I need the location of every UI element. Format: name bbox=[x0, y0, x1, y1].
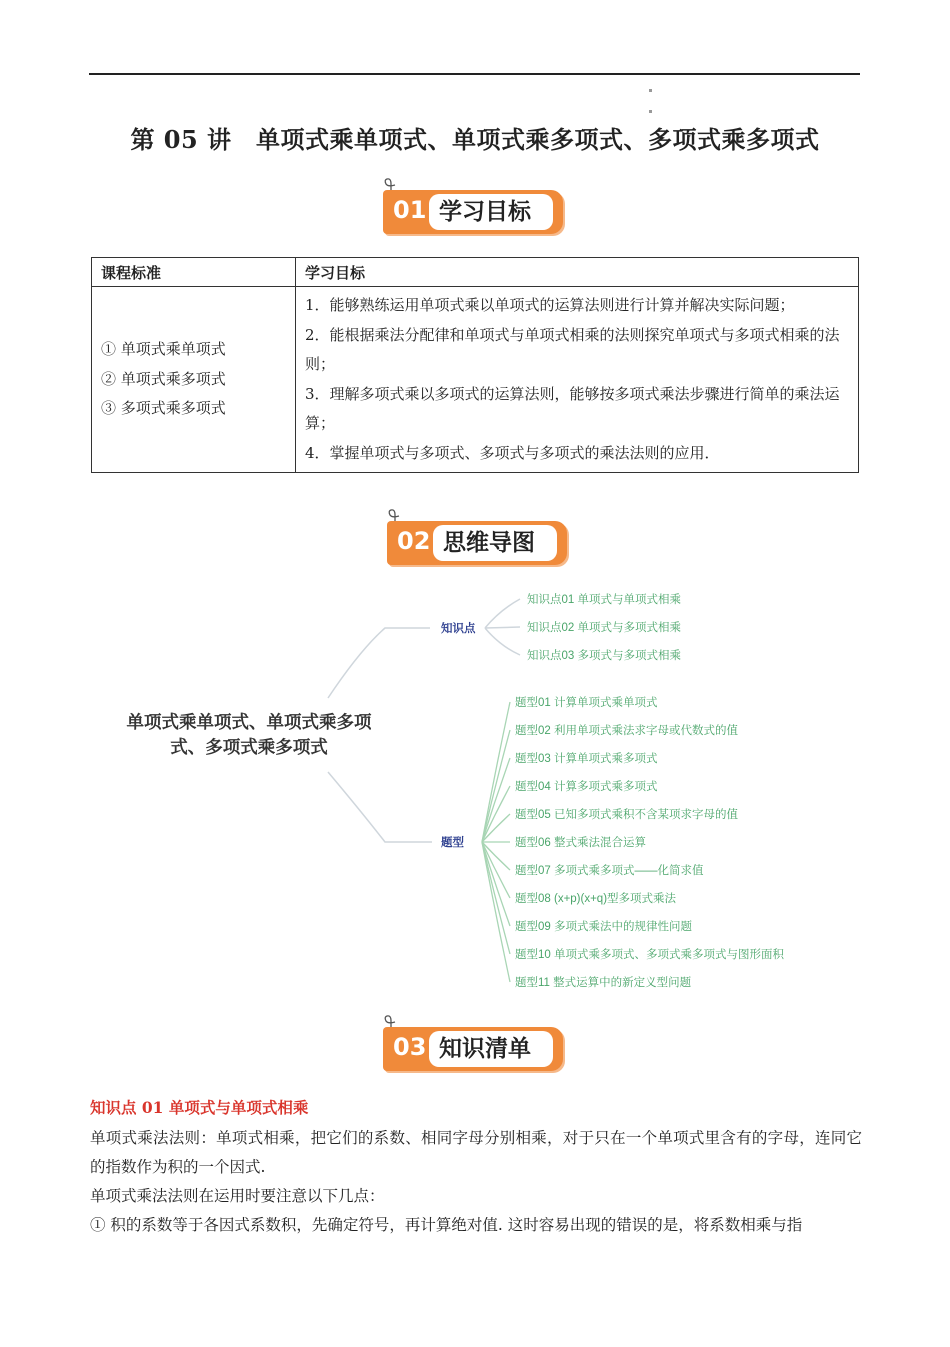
mindmap-type-connector bbox=[482, 842, 510, 982]
page-title: 第 05 讲 单项式乘单项式、单项式乘多项式、多项式乘多项式 bbox=[130, 125, 820, 154]
mindmap-knowledge-leaf: 知识点03 多项式与多项式相乘 bbox=[527, 650, 681, 662]
mindmap-type-leaf: 题型09 多项式乘法中的规律性问题 bbox=[515, 921, 692, 933]
objective-item: 1．能够熟练运用单项式乘以单项式的运算法则进行计算并解决实际问题； bbox=[305, 296, 795, 314]
section-label: 思维导图 bbox=[433, 525, 557, 561]
section-badge-knowledge bbox=[383, 1013, 573, 1073]
table-header: 课程标准 bbox=[92, 258, 296, 287]
mindmap-branch-knowledge: 知识点 bbox=[441, 623, 476, 635]
mindmap-type-leaf: 题型10 单项式乘多项式、多项式乘多项式与图形面积 bbox=[515, 949, 784, 961]
section-number: 02 bbox=[397, 527, 431, 555]
paragraph-notes-intro: 单项式乘法法则在运用时要注意以下几点： bbox=[90, 1187, 385, 1205]
standard-item: ② 单项式乘多项式 bbox=[101, 369, 226, 388]
mindmap-type-connector bbox=[482, 730, 510, 842]
mindmap-type-leaf: 题型11 整式运算中的新定义型问题 bbox=[515, 977, 692, 989]
paragraph-note-1: ① 积的系数等于各因式系数积，先确定符号，再计算绝对值. 这时容易出现的错误的是，将系数相乘与指 bbox=[90, 1216, 803, 1234]
section-number: 01 bbox=[393, 196, 427, 224]
mindmap-branch-types: 题型 bbox=[441, 837, 464, 849]
table-header: 学习目标 bbox=[296, 258, 859, 287]
mindmap-type-leaf: 题型01 计算单项式乘单项式 bbox=[515, 697, 658, 709]
mindmap-knowledge-leaf: 知识点01 单项式与单项式相乘 bbox=[527, 594, 681, 606]
objective-item: 2．能根据乘法分配律和单项式与单项式相乘的法则探究单项式与多项式相乘的法则； bbox=[305, 325, 840, 373]
section-label: 学习目标 bbox=[429, 194, 553, 230]
mindmap-type-connector bbox=[482, 842, 510, 898]
standard-item: ① 单项式乘单项式 bbox=[101, 340, 226, 359]
mindmap-root-line2: 式、多项式乘多项式 bbox=[170, 737, 328, 757]
mind-map bbox=[0, 580, 950, 1000]
mindmap-type-connector bbox=[482, 702, 510, 842]
standard-item: ③ 多项式乘多项式 bbox=[101, 399, 226, 418]
mindmap-type-connector bbox=[482, 786, 510, 842]
objective-item: 4．掌握单项式与多项式、多项式与多项式的乘法法则的应用． bbox=[305, 443, 720, 462]
mindmap-type-leaf: 题型04 计算多项式乘多项式 bbox=[515, 781, 658, 793]
mindmap-type-connector bbox=[482, 842, 510, 954]
objectives-cell bbox=[296, 287, 859, 473]
mindmap-type-leaf: 题型06 整式乘法混合运算 bbox=[515, 837, 646, 849]
type-connectors bbox=[482, 702, 510, 982]
mindmap-root-line1: 单项式乘单项式、单项式乘多项 bbox=[126, 712, 372, 732]
section-label: 知识清单 bbox=[429, 1031, 553, 1067]
standards-cell bbox=[92, 287, 296, 473]
objective-item: 3．理解多项式乘以多项式的运算法则，能够按多项式乘法步骤进行简单的乘法运算； bbox=[305, 384, 840, 432]
mindmap-type-leaf: 题型07 多项式乘多项式——化简求值 bbox=[515, 865, 704, 877]
section-number: 03 bbox=[393, 1033, 427, 1061]
mindmap-type-leaf: 题型08 (x+p)(x+q)型多项式乘法 bbox=[515, 893, 677, 905]
mindmap-type-leaf: 题型05 已知多项式乘积不含某项求字母的值 bbox=[515, 809, 738, 821]
header-rule bbox=[89, 73, 860, 75]
section-badge-mindmap bbox=[387, 507, 577, 567]
decor-dot bbox=[649, 89, 652, 92]
decor-dot bbox=[649, 110, 652, 113]
mindmap-type-leaf: 题型03 计算单项式乘多项式 bbox=[515, 753, 658, 765]
knowledge-heading: 知识点 01 单项式与单项式相乘 bbox=[90, 1098, 309, 1117]
section-badge-goals bbox=[383, 176, 573, 236]
mindmap-knowledge-leaf: 知识点02 单项式与多项式相乘 bbox=[527, 622, 681, 634]
paragraph-rule: 单项式乘法法则：单项式相乘，把它们的系数、相同字母分别相乘，对于只在一个单项式里含有的字母，连同它的指数作为积的一个因式. bbox=[90, 1129, 862, 1176]
mindmap-type-leaf: 题型02 利用单项式乘法求字母或代数式的值 bbox=[515, 725, 738, 737]
goals-table bbox=[91, 257, 859, 473]
